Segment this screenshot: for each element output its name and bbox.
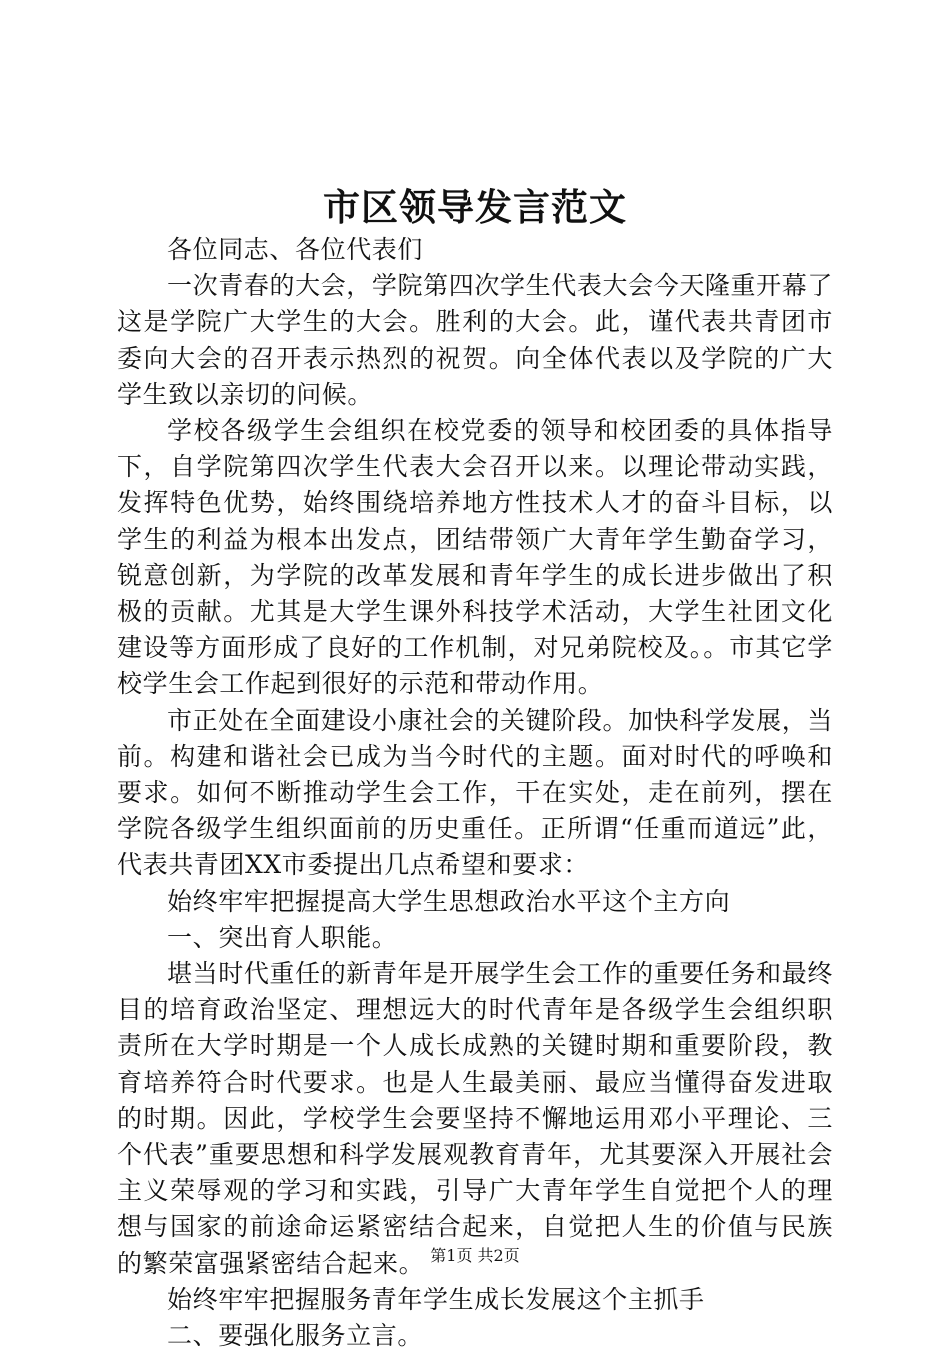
section-subheading-1: 一、突出育人职能。 [167, 922, 398, 952]
section-heading-2: 始终牢牢把握服务青年学生成长发展这个主抓手 [167, 1284, 705, 1314]
document-body [117, 232, 833, 1354]
paragraph-achievements: 学校各级学生会组织在校党委的领导和校团委的具体指导下，自学院第四次学生代表大会召开以来。以理论带动实践，发挥特色优势，始终围绕培养地方性技术人才的奋斗目标，以学生的利益为根本出发点，团结带领广大青年学生勤奋学习，锐意创新，为学院的改革发展和青年学生的成长进步做出了积极的贡献。尤其是大学生课外科技学术活动，大学生社团文化建设等方面形成了良好的工作机制，对兄弟院校及。。市其它学校学生会工作起到很好的示范和带动作用。 [117, 416, 833, 699]
paragraph-education: 堪当时代重任的新青年是开展学生会工作的重要任务和最终目的培育政治坚定、理想远大的时代青年是各级学生会组织职责所在大学时期是一个人成长成熟的关键时期和重要阶段，教育培养符合时代要求。也是人生最美丽、最应当懂得奋发进取的时期。因此，学校学生会要坚持不懈地运用邓小平理论、三个代表”重要思想和科学发展观教育青年，尤其要深入开展社会主义荣辱观的学习和实践，引导广大青年学生自觉把个人的理想与国家的前途命运紧密结合起来，自觉把人生的价值与民族的繁荣富强紧密结合起来。 [117, 959, 833, 1278]
paragraph-salutation: 各位同志、各位代表们 [167, 235, 424, 264]
document-title: 市区领导发言范文 [323, 185, 627, 229]
paragraph-context: 市正处在全面建设小康社会的关键阶段。加快科学发展，当前。构建和谐社会已成为当今时代的主题。面对时代的呼唤和要求。如何不断推动学生会工作，干在实处，走在前列，摆在学院各级学生组织面前的历史重任。正所谓“任重而道远”此，代表共青团XX市委提出几点希望和要求： [117, 705, 833, 880]
paragraph-opening: 一次青春的大会，学院第四次学生代表大会今天隆重开幕了这是学院广大学生的大会。胜利的大会。此，谨代表共青团市委向大会的召开表示热烈的祝贺。向全体代表以及学院的广大学生致以亲切的问候。 [117, 271, 833, 409]
section-heading-1: 始终牢牢把握提高大学生思想政治水平这个主方向 [167, 886, 731, 916]
section-subheading-2: 二、要强化服务立言。 [167, 1321, 424, 1351]
page-number-footer: 第1页 共2页 [430, 1246, 520, 1265]
